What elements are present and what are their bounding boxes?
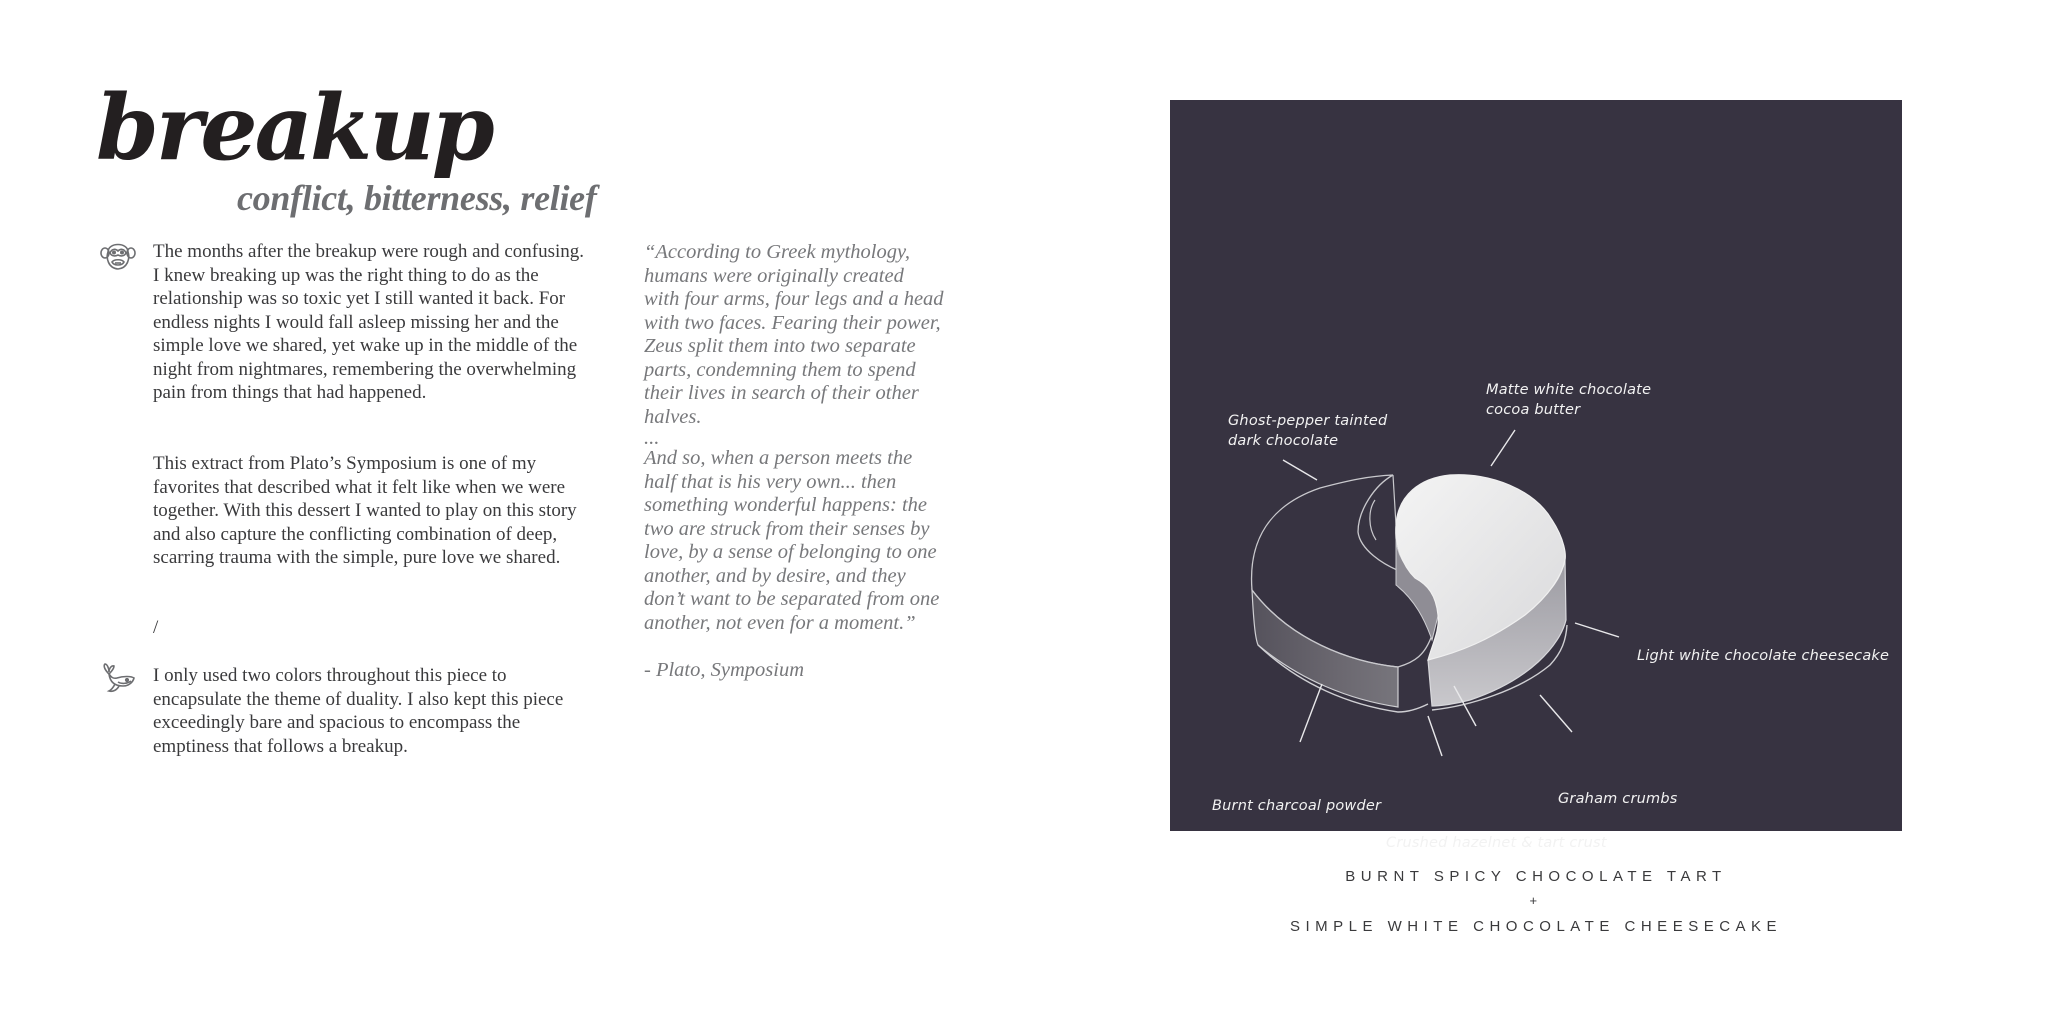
label-ghost-pepper-line-2: dark chocolate <box>1228 433 1339 449</box>
body-paragraph-1: The months after the breakup were rough and confusing. I knew breaking up was the right thing to do as the relationship was so toxic yet I still wanted it back. For endless nights I would fall asleep missing her and the simple love we shared, yet wake up in the middle of the night from nightmares, remembering the overwhelming pain from things that had happened. <box>153 241 585 403</box>
dessert-caption-line-2: SIMPLE WHITE CHOCOLATE CHEESECAKE <box>1289 918 1783 935</box>
dessert-caption-line-1: BURNT SPICY CHOCOLATE TART <box>1345 868 1727 885</box>
label-matte-white-line-2: cocoa butter <box>1486 402 1581 418</box>
body-paragraph-2-container <box>153 452 593 570</box>
label-ghost-pepper-line-1: Ghost-pepper tainted <box>1228 413 1388 429</box>
body-paragraph-3: I only used two colors throughout this piece to encapsulate the theme of duality. I also kept this piece exceedingly bare and spacious to encompass the emptiness that follows a breakup. <box>153 665 564 757</box>
page-subtitle: conflict, bitterness, relief <box>237 178 597 218</box>
dessert-drawing <box>1170 100 1902 831</box>
label-graham-crumbs: Graham crumbs <box>1558 791 1678 807</box>
label-burnt-charcoal: Burnt charcoal powder <box>1212 798 1382 814</box>
quote-part-1: “According to Greek mythology, humans were originally created with four arms, four legs and a head with two faces. Fearing their power, Zeus split them into two separate parts, condemning them to spend their lives in search of their other halves. <box>644 241 944 428</box>
quote-ellipsis: ... <box>644 427 660 449</box>
body-paragraph-2: This extract from Plato’s Symposium is one of my favorites that described what it felt like when we were together. With this dessert I wanted to play on this story and also capture the conflicting combination of deep, scarring trauma with the simple, pure love we shared. <box>153 453 577 568</box>
label-cheesecake: Light white chocolate cheesecake <box>1637 648 1890 664</box>
whale-icon <box>101 660 137 696</box>
label-crushed-hazelnut: Crushed hazelnet & tart crust <box>1386 835 1607 851</box>
quote-attribution: - Plato, Symposium <box>644 658 804 681</box>
monkey-icon <box>100 238 136 274</box>
quote-block <box>644 241 944 682</box>
dessert-caption-plus: + <box>1529 893 1543 908</box>
quote-part-2: And so, when a person meets the half that is his very own... then something wonderful happens: the two are struck from their senses by love, by a sense of belonging to one another, and by desire, and they don’t want to be separated from one another, not even for a moment.” <box>644 447 940 634</box>
page-title: breakup <box>96 75 492 181</box>
label-matte-white-line-1: Matte white chocolate <box>1486 382 1652 398</box>
body-paragraph-3-container <box>153 664 593 758</box>
separator-container <box>153 616 593 640</box>
quote-spacer <box>644 635 944 659</box>
section-separator: / <box>153 617 159 638</box>
dessert-illustration-panel <box>1170 100 1902 851</box>
body-paragraph-1-container <box>153 240 593 405</box>
